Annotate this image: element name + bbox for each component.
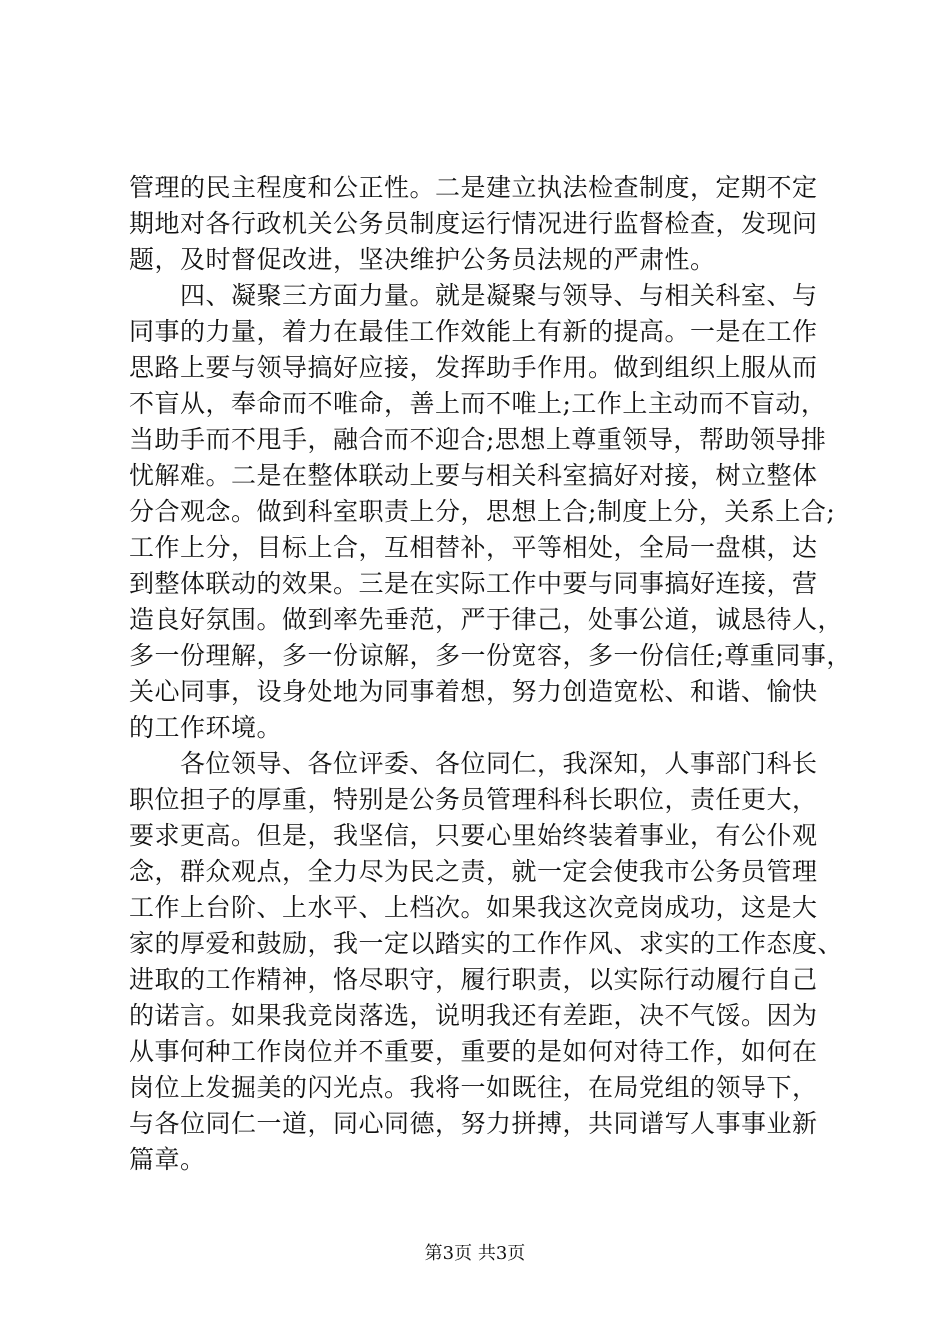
text-line: 题，及时督促改进，坚决维护公务员法规的严肃性。 — [129, 245, 716, 274]
document-body — [129, 170, 852, 1178]
text-line: 多一份理解，多一份谅解，多一份宽容，多一份信任;尊重同事， — [129, 641, 852, 670]
text-line: 期地对各行政机关公务员制度运行情况进行监督检查，发现问 — [129, 209, 818, 238]
text-line: 四、凝聚三方面力量。就是凝聚与领导、与相关科室、与 — [129, 281, 818, 310]
text-line: 到整体联动的效果。三是在实际工作中要与同事搞好连接，营 — [129, 569, 818, 598]
text-line: 职位担子的厚重，特别是公务员管理科科长职位，责任更大， — [129, 785, 818, 814]
text-line: 同事的力量，着力在最佳工作效能上有新的提高。一是在工作 — [129, 317, 818, 346]
page-number-footer: 第3页 共3页 — [424, 1243, 526, 1264]
text-line: 的工作环境。 — [129, 713, 283, 742]
text-line: 进取的工作精神，恪尽职守，履行职责，以实际行动履行自己 — [129, 965, 818, 994]
text-line: 工作上分，目标上合，互相替补，平等相处，全局一盘棋，达 — [129, 533, 818, 562]
text-line: 篇章。 — [129, 1145, 206, 1174]
text-line: 当助手而不甩手，融合而不迎合;思想上尊重领导，帮助领导排 — [129, 425, 827, 454]
text-line: 岗位上发掘美的闪光点。我将一如既往，在局党组的领导下， — [129, 1073, 818, 1102]
text-line: 工作上台阶、上水平、上档次。如果我这次竞岗成功，这是大 — [129, 893, 818, 922]
text-line: 念，群众观点，全力尽为民之责，就一定会使我市公务员管理 — [129, 857, 818, 886]
text-line: 思路上要与领导搞好应接，发挥助手作用。做到组织上服从而 — [129, 353, 818, 382]
text-line: 分合观念。做到科室职责上分，思想上合;制度上分，关系上合; — [129, 497, 836, 526]
text-line: 不盲从，奉命而不唯命，善上而不唯上;工作上主动而不盲动， — [129, 389, 827, 418]
text-line: 管理的民主程度和公正性。二是建立执法检查制度，定期不定 — [129, 173, 818, 202]
text-line: 从事何种工作岗位并不重要，重要的是如何对待工作，如何在 — [129, 1037, 818, 1066]
text-line: 忧解难。二是在整体联动上要与相关科室搞好对接，树立整体 — [129, 461, 818, 490]
text-line: 造良好氛围。做到率先垂范，严于律己，处事公道，诚恳待人， — [129, 605, 844, 634]
text-line: 家的厚爱和鼓励，我一定以踏实的工作作风、求实的工作态度、 — [129, 929, 844, 958]
text-line: 要求更高。但是，我坚信，只要心里始终装着事业，有公仆观 — [129, 821, 818, 850]
text-line: 关心同事，设身处地为同事着想，努力创造宽松、和谐、愉快 — [129, 677, 818, 706]
text-line: 各位领导、各位评委、各位同仁，我深知，人事部门科长 — [129, 749, 818, 778]
text-line: 与各位同仁一道，同心同德，努力拼搏，共同谱写人事事业新 — [129, 1109, 818, 1138]
text-line: 的诺言。如果我竞岗落选，说明我还有差距，决不气馁。因为 — [129, 1001, 818, 1030]
